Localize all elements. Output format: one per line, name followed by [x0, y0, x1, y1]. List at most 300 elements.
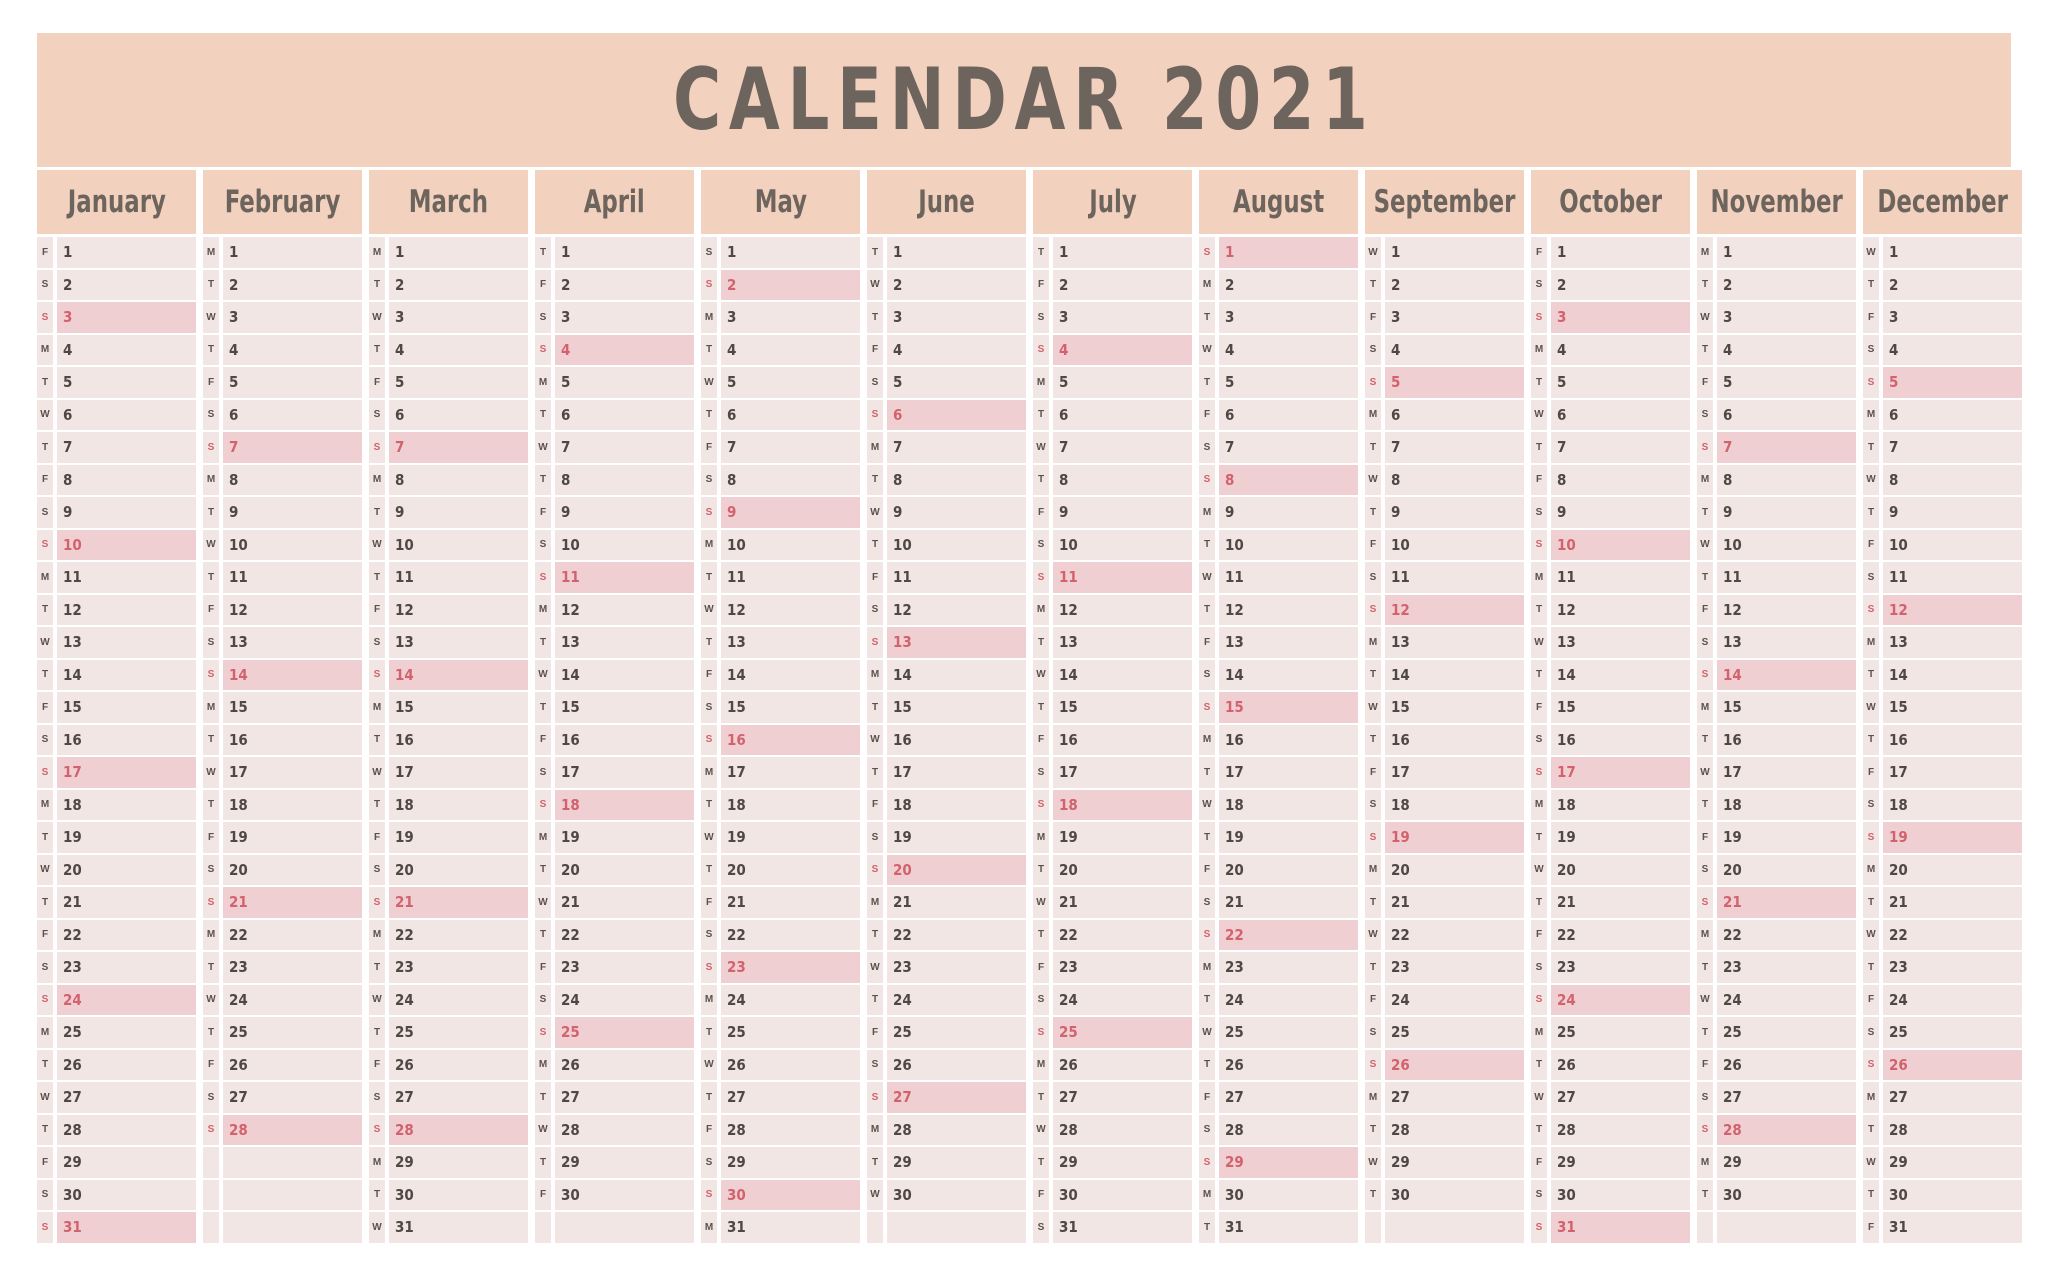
day-number: 3	[887, 302, 1026, 333]
weekday-letter: S	[701, 692, 717, 723]
day-row	[203, 887, 362, 918]
day-row	[203, 237, 362, 268]
weekday-letter: T	[701, 1017, 717, 1048]
weekday-letter: S	[37, 952, 53, 983]
day-number: 15	[1717, 692, 1856, 723]
day-number: 4	[1551, 335, 1690, 366]
weekday-letter	[203, 1212, 219, 1243]
day-row	[1531, 562, 1690, 593]
day-number: 9	[1219, 497, 1358, 528]
weekday-letter: W	[1531, 855, 1547, 886]
day-row	[1863, 302, 2022, 333]
day-row	[1863, 562, 2022, 593]
day-number: 25	[389, 1017, 528, 1048]
weekday-letter: T	[1033, 920, 1049, 951]
weekday-letter: S	[1033, 1212, 1049, 1243]
day-row	[1033, 1017, 1192, 1048]
weekday-letter: F	[203, 367, 219, 398]
weekday-letter: W	[203, 530, 219, 561]
weekday-letter: S	[37, 302, 53, 333]
day-row	[1863, 757, 2022, 788]
day-number: 22	[57, 920, 196, 951]
weekday-letter: M	[1033, 822, 1049, 853]
day-number: 4	[223, 335, 362, 366]
weekday-letter: F	[867, 790, 883, 821]
weekday-letter: S	[1531, 302, 1547, 333]
day-row	[369, 562, 528, 593]
day-row	[701, 497, 860, 528]
day-row	[867, 1147, 1026, 1178]
day-number: 5	[555, 367, 694, 398]
day-number: 7	[223, 432, 362, 463]
day-row	[1531, 302, 1690, 333]
weekday-letter: F	[535, 725, 551, 756]
weekday-letter: W	[37, 1082, 53, 1113]
page-title: CALENDAR 2021	[672, 50, 1376, 150]
weekday-letter: W	[1863, 237, 1879, 268]
day-number: 14	[1219, 660, 1358, 691]
weekday-letter: M	[1697, 465, 1713, 496]
month-name: November	[1710, 184, 1843, 220]
day-number: 13	[555, 627, 694, 658]
day-number: 22	[1717, 920, 1856, 951]
day-number: 1	[555, 237, 694, 268]
day-row	[1697, 952, 1856, 983]
day-number: 13	[1385, 627, 1524, 658]
day-row	[37, 237, 196, 268]
day-number: 20	[1385, 855, 1524, 886]
day-number: 12	[1883, 595, 2022, 626]
day-number: 20	[1717, 855, 1856, 886]
day-number: 20	[1551, 855, 1690, 886]
day-row	[1697, 1212, 1856, 1243]
weekday-letter: F	[1531, 692, 1547, 723]
day-number: 5	[721, 367, 860, 398]
weekday-letter: T	[1365, 952, 1381, 983]
month-september	[1365, 170, 1524, 1245]
day-row	[369, 952, 528, 983]
day-number: 29	[721, 1147, 860, 1178]
day-number: 31	[57, 1212, 196, 1243]
weekday-letter: M	[1199, 270, 1215, 301]
day-number: 12	[1551, 595, 1690, 626]
weekday-letter: T	[701, 335, 717, 366]
weekday-letter: S	[1033, 790, 1049, 821]
weekday-letter: T	[1863, 1180, 1879, 1211]
day-row	[1697, 660, 1856, 691]
day-number: 30	[721, 1180, 860, 1211]
day-number: 11	[1385, 562, 1524, 593]
weekday-letter	[203, 1180, 219, 1211]
weekday-letter: T	[535, 400, 551, 431]
day-number: 25	[1717, 1017, 1856, 1048]
day-number: 5	[1385, 367, 1524, 398]
weekday-letter: T	[1863, 952, 1879, 983]
weekday-letter: M	[369, 920, 385, 951]
weekday-letter: W	[369, 302, 385, 333]
day-number: 9	[555, 497, 694, 528]
day-number: 13	[1219, 627, 1358, 658]
day-number: 30	[887, 1180, 1026, 1211]
weekday-letter: W	[1863, 465, 1879, 496]
weekday-letter: M	[369, 237, 385, 268]
day-number: 26	[389, 1050, 528, 1081]
day-number: 2	[223, 270, 362, 301]
weekday-letter: F	[1033, 270, 1049, 301]
day-row	[535, 952, 694, 983]
day-row	[1531, 432, 1690, 463]
weekday-letter: T	[1033, 1082, 1049, 1113]
weekday-letter: S	[1033, 530, 1049, 561]
weekday-letter: W	[535, 432, 551, 463]
month-name: December	[1877, 184, 2008, 220]
day-number: 26	[1717, 1050, 1856, 1081]
weekday-letter: T	[369, 790, 385, 821]
weekday-letter: T	[369, 725, 385, 756]
day-row	[535, 725, 694, 756]
day-number: 15	[555, 692, 694, 723]
day-row	[1199, 432, 1358, 463]
day-row	[1863, 627, 2022, 658]
weekday-letter: W	[203, 985, 219, 1016]
weekday-letter: S	[1531, 725, 1547, 756]
day-number: 17	[887, 757, 1026, 788]
weekday-letter: S	[1531, 952, 1547, 983]
day-row	[1033, 822, 1192, 853]
day-number: 30	[1717, 1180, 1856, 1211]
day-number: 14	[555, 660, 694, 691]
day-row	[1199, 1180, 1358, 1211]
month-header	[1531, 170, 1690, 234]
day-row	[203, 465, 362, 496]
day-number: 19	[223, 822, 362, 853]
day-number: 27	[1717, 1082, 1856, 1113]
day-row	[1365, 920, 1524, 951]
weekday-letter: S	[1863, 367, 1879, 398]
weekday-letter: S	[867, 400, 883, 431]
weekday-letter: W	[1863, 920, 1879, 951]
day-row	[1199, 1017, 1358, 1048]
day-row	[535, 432, 694, 463]
weekday-letter: T	[701, 400, 717, 431]
day-row	[1199, 1050, 1358, 1081]
day-number: 13	[223, 627, 362, 658]
day-row	[1365, 725, 1524, 756]
weekday-letter: M	[701, 530, 717, 561]
day-number: 5	[1053, 367, 1192, 398]
day-number: 31	[1219, 1212, 1358, 1243]
weekday-letter: S	[1199, 237, 1215, 268]
weekday-letter: T	[1365, 725, 1381, 756]
day-number: 20	[223, 855, 362, 886]
day-number: 31	[389, 1212, 528, 1243]
weekday-letter: W	[369, 757, 385, 788]
day-number: 21	[223, 887, 362, 918]
day-number: 23	[223, 952, 362, 983]
day-row	[535, 985, 694, 1016]
day-number: 7	[389, 432, 528, 463]
weekday-letter: T	[1365, 887, 1381, 918]
day-row	[1697, 1180, 1856, 1211]
month-name: July	[1088, 184, 1137, 220]
day-row	[369, 335, 528, 366]
day-number: 21	[57, 887, 196, 918]
day-number: 7	[721, 432, 860, 463]
weekday-letter: T	[535, 627, 551, 658]
day-number: 19	[721, 822, 860, 853]
weekday-letter: S	[37, 1212, 53, 1243]
day-row	[701, 400, 860, 431]
day-row	[1199, 887, 1358, 918]
day-row	[701, 660, 860, 691]
day-number: 8	[555, 465, 694, 496]
calendar-sheet	[37, 33, 2011, 1245]
day-number: 3	[1385, 302, 1524, 333]
day-row	[1531, 920, 1690, 951]
day-row	[369, 530, 528, 561]
weekday-letter: W	[867, 725, 883, 756]
month-january	[37, 170, 196, 1245]
day-row	[867, 1115, 1026, 1146]
day-row	[701, 725, 860, 756]
day-number: 24	[1883, 985, 2022, 1016]
day-row	[203, 1147, 362, 1178]
weekday-letter: T	[1033, 237, 1049, 268]
month-name: September	[1373, 184, 1516, 220]
day-row	[701, 335, 860, 366]
weekday-letter: F	[1697, 822, 1713, 853]
day-row	[701, 985, 860, 1016]
day-row	[37, 627, 196, 658]
day-number: 18	[1219, 790, 1358, 821]
weekday-letter: T	[1365, 497, 1381, 528]
weekday-letter: T	[1697, 335, 1713, 366]
day-number: 21	[389, 887, 528, 918]
weekday-letter: T	[203, 952, 219, 983]
day-row	[1199, 790, 1358, 821]
day-number: 10	[887, 530, 1026, 561]
day-row	[37, 1050, 196, 1081]
day-number: 26	[1053, 1050, 1192, 1081]
month-february	[203, 170, 362, 1245]
weekday-letter: T	[1863, 270, 1879, 301]
day-row	[1697, 562, 1856, 593]
day-row	[1033, 432, 1192, 463]
day-row	[1863, 692, 2022, 723]
day-number: 21	[555, 887, 694, 918]
day-number: 29	[1053, 1147, 1192, 1178]
day-number: 4	[721, 335, 860, 366]
weekday-letter: S	[1199, 660, 1215, 691]
day-row	[701, 790, 860, 821]
day-number: 26	[57, 1050, 196, 1081]
weekday-letter: F	[701, 660, 717, 691]
weekday-letter: F	[535, 270, 551, 301]
weekday-letter: M	[37, 1017, 53, 1048]
weekday-letter: S	[701, 237, 717, 268]
day-number: 27	[1883, 1082, 2022, 1113]
weekday-letter: W	[1863, 692, 1879, 723]
day-number: 1	[1717, 237, 1856, 268]
day-row	[369, 497, 528, 528]
day-number: 9	[1551, 497, 1690, 528]
day-number: 11	[1717, 562, 1856, 593]
weekday-letter: S	[369, 855, 385, 886]
weekday-letter: W	[37, 400, 53, 431]
day-number	[223, 1180, 362, 1211]
day-row	[535, 1212, 694, 1243]
day-row	[203, 822, 362, 853]
day-row	[1365, 335, 1524, 366]
weekday-letter: M	[1863, 627, 1879, 658]
day-row	[535, 270, 694, 301]
day-row	[1199, 367, 1358, 398]
day-number: 14	[1883, 660, 2022, 691]
day-row	[37, 367, 196, 398]
day-number: 30	[555, 1180, 694, 1211]
weekday-letter: S	[1697, 660, 1713, 691]
weekday-letter: M	[1863, 400, 1879, 431]
weekday-letter: T	[369, 562, 385, 593]
day-number: 8	[721, 465, 860, 496]
day-number: 22	[887, 920, 1026, 951]
day-number: 20	[1883, 855, 2022, 886]
weekday-letter: S	[369, 627, 385, 658]
weekday-letter: S	[1863, 822, 1879, 853]
day-number: 28	[1053, 1115, 1192, 1146]
day-row	[37, 432, 196, 463]
day-row	[1365, 985, 1524, 1016]
day-number: 7	[57, 432, 196, 463]
weekday-letter: T	[369, 952, 385, 983]
weekday-letter: T	[1863, 432, 1879, 463]
day-row	[369, 400, 528, 431]
day-number: 17	[389, 757, 528, 788]
day-number: 11	[1219, 562, 1358, 593]
title-banner	[37, 33, 2011, 167]
day-number: 23	[1385, 952, 1524, 983]
day-number: 2	[57, 270, 196, 301]
weekday-letter: T	[1365, 270, 1381, 301]
day-number: 23	[389, 952, 528, 983]
day-number: 11	[1053, 562, 1192, 593]
weekday-letter: S	[1863, 595, 1879, 626]
day-number: 29	[1219, 1147, 1358, 1178]
day-row	[37, 530, 196, 561]
day-number: 11	[389, 562, 528, 593]
month-header	[369, 170, 528, 234]
day-number: 22	[1883, 920, 2022, 951]
day-row	[369, 1115, 528, 1146]
day-row	[1863, 367, 2022, 398]
day-number: 29	[389, 1147, 528, 1178]
weekday-letter: M	[1199, 497, 1215, 528]
day-row	[1697, 270, 1856, 301]
day-number: 6	[721, 400, 860, 431]
day-number: 23	[1717, 952, 1856, 983]
weekday-letter: T	[535, 237, 551, 268]
weekday-letter: M	[1531, 562, 1547, 593]
day-row	[1863, 432, 2022, 463]
day-row	[1531, 1017, 1690, 1048]
day-row	[867, 1212, 1026, 1243]
weekday-letter: W	[535, 887, 551, 918]
weekday-letter: S	[369, 400, 385, 431]
day-row	[1033, 530, 1192, 561]
weekday-letter: W	[1531, 627, 1547, 658]
month-name: March	[408, 184, 489, 220]
day-row	[203, 1212, 362, 1243]
day-number: 24	[555, 985, 694, 1016]
day-row	[37, 335, 196, 366]
day-number: 13	[1551, 627, 1690, 658]
day-number: 5	[1883, 367, 2022, 398]
weekday-letter: T	[1033, 692, 1049, 723]
weekday-letter: T	[535, 855, 551, 886]
month-march	[369, 170, 528, 1245]
weekday-letter: M	[1697, 1147, 1713, 1178]
weekday-letter: F	[1199, 1082, 1215, 1113]
day-number: 6	[389, 400, 528, 431]
day-row	[701, 1017, 860, 1048]
day-number: 4	[555, 335, 694, 366]
weekday-letter: T	[1199, 757, 1215, 788]
weekday-letter: S	[369, 1082, 385, 1113]
day-row	[867, 562, 1026, 593]
day-number: 16	[1053, 725, 1192, 756]
day-row	[1199, 335, 1358, 366]
day-row	[1531, 237, 1690, 268]
month-header	[1863, 170, 2022, 234]
weekday-letter: F	[1365, 530, 1381, 561]
day-number: 15	[1219, 692, 1358, 723]
month-october	[1531, 170, 1690, 1245]
day-number: 10	[1883, 530, 2022, 561]
day-row	[203, 1115, 362, 1146]
weekday-letter: F	[1365, 302, 1381, 333]
weekday-letter: F	[203, 822, 219, 853]
day-number: 18	[389, 790, 528, 821]
day-number: 25	[223, 1017, 362, 1048]
day-row	[1033, 1180, 1192, 1211]
weekday-letter: S	[1199, 465, 1215, 496]
weekday-letter: W	[867, 270, 883, 301]
day-row	[867, 757, 1026, 788]
day-row	[1033, 790, 1192, 821]
month-name: April	[583, 184, 646, 220]
day-row	[1199, 465, 1358, 496]
weekday-letter: T	[867, 530, 883, 561]
day-number: 20	[1053, 855, 1192, 886]
weekday-letter: S	[867, 367, 883, 398]
day-number: 5	[1551, 367, 1690, 398]
day-number: 31	[1883, 1212, 2022, 1243]
weekday-letter: F	[1531, 465, 1547, 496]
day-number: 16	[389, 725, 528, 756]
weekday-letter: T	[37, 432, 53, 463]
weekday-letter: T	[37, 367, 53, 398]
day-row	[535, 887, 694, 918]
day-number: 12	[887, 595, 1026, 626]
day-row	[1697, 725, 1856, 756]
month-header	[535, 170, 694, 234]
day-number: 24	[57, 985, 196, 1016]
weekday-letter: T	[1365, 1180, 1381, 1211]
day-row	[1697, 822, 1856, 853]
day-row	[867, 1017, 1026, 1048]
day-number: 10	[223, 530, 362, 561]
weekday-letter: S	[1033, 1017, 1049, 1048]
